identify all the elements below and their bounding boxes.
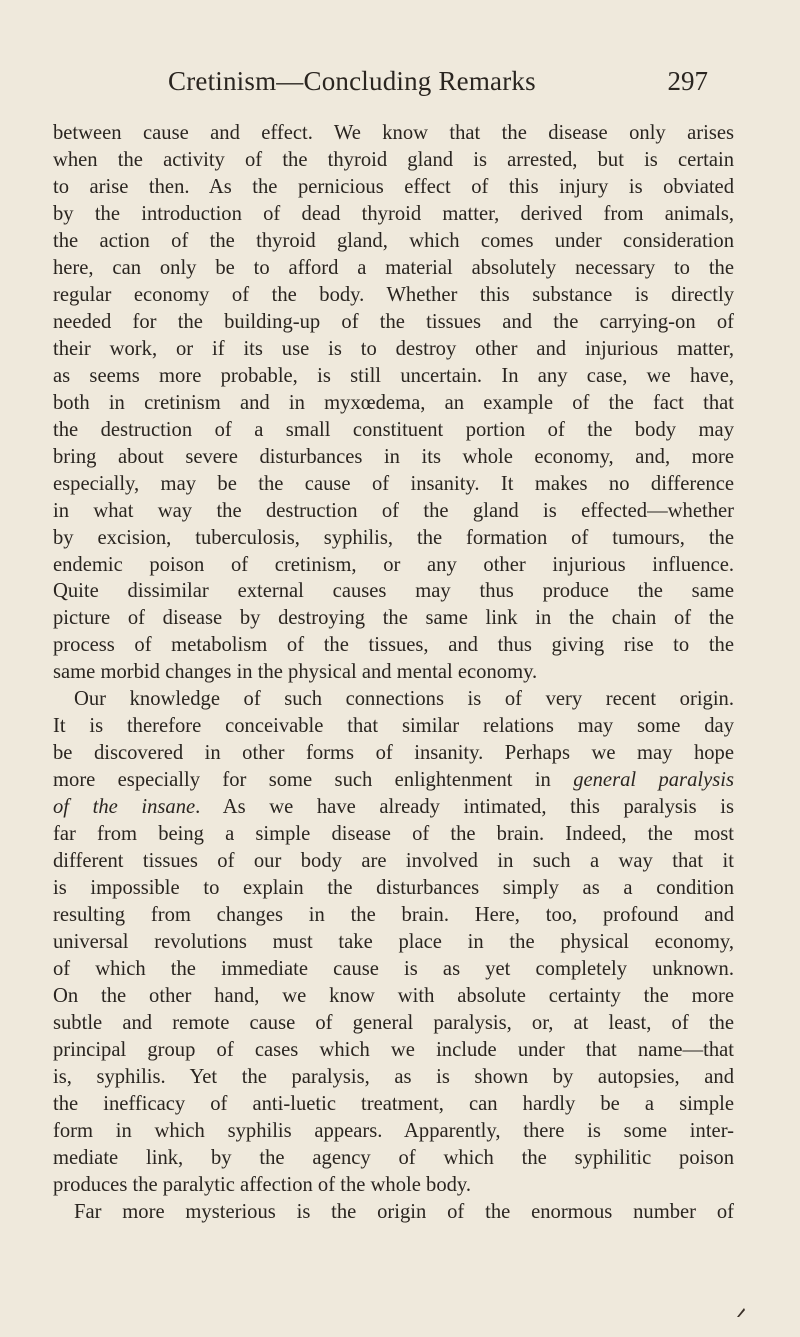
text-line: principal group of cases which we include under that name—that [53, 1038, 734, 1061]
text-line: especially, may be the cause of insanity. It makes no difference [53, 472, 734, 495]
text-line: in what way the destruction of the gland is effected—whether [53, 499, 734, 522]
text-line: Far more mysterious is the origin of the enormous number of [74, 1200, 734, 1223]
text-line: regular economy of the body. Whether this substance is directly [53, 283, 734, 306]
text-line: Our knowledge of such connections is of very recent origin. [74, 688, 734, 711]
text-line: On the other hand, we know with absolute certainty the more [53, 985, 734, 1007]
text-line: the action of the thyroid gland, which comes under consideration [53, 229, 734, 252]
text-line: of which the immediate cause is as yet completely unknown. [53, 958, 734, 981]
text-line: far from being a simple disease of the brain. Indeed, the most [53, 823, 734, 846]
text-line: both in cretinism and in myxœdema, an example of the fact that [53, 391, 734, 414]
text-line: needed for the building-up of the tissues and the carrying-on of [53, 310, 734, 333]
text-line: Quite dissimilar external causes may thus produce the same [53, 580, 734, 603]
text-line: be discovered in other forms of insanity. Perhaps we may hope [53, 742, 734, 765]
italic-term: of the insane [53, 796, 196, 819]
text-line: universal revolutions must take place in the physical economy, [53, 931, 734, 954]
italic-term: general paralysis [573, 769, 734, 792]
text-segment: more especially for some such enlightenment in [53, 769, 551, 792]
text-line: is impossible to explain the disturbances simply as a condition [53, 877, 734, 900]
text-line [53, 767, 734, 794]
text-line [53, 794, 734, 821]
text-line: by excision, tuberculosis, syphilis, the formation of tumours, the [53, 526, 734, 549]
text-line: their work, or if its use is to destroy other and injurious matter, [53, 337, 734, 360]
page-number: 297 [667, 66, 708, 96]
running-title: Cretinism—Concluding Remarks [168, 66, 536, 96]
text-line: by the introduction of dead thyroid matter, derived from animals, [53, 202, 734, 225]
text-line: It is therefore conceivable that similar relations may some day [53, 715, 734, 738]
text-line: bring about severe disturbances in its whole economy, and, more [53, 445, 734, 468]
text-line: form in which syphilis appears. Apparently, there is some inter- [53, 1119, 734, 1142]
text-line: produces the paralytic affection of the whole body. [53, 1173, 472, 1196]
text-line: endemic poison of cretinism, or any other injurious influence. [53, 553, 734, 576]
text-line: when the activity of the thyroid gland is arrested, but is certain [53, 148, 734, 171]
text-segment: . As we have already intimated, this paralysis is [195, 796, 734, 819]
text-line: mediate link, by the agency of which the syphilitic poison [53, 1146, 734, 1169]
text-line: process of metabolism of the tissues, and thus giving rise to the [53, 634, 734, 657]
text-line: as seems more probable, is still uncertain. In any case, we have, [53, 364, 734, 387]
ink-mark-icon [736, 1306, 746, 1318]
text-line: the destruction of a small constituent portion of the body may [53, 418, 734, 441]
text-line: same morbid changes in the physical and mental economy. [53, 661, 538, 684]
text-line: the inefficacy of anti-luetic treatment, can hardly be a simple [53, 1092, 734, 1115]
text-line: here, can only be to afford a material absolutely necessary to the [53, 256, 734, 279]
text-line: resulting from changes in the brain. Here, too, profound and [53, 904, 734, 927]
text-line: to arise then. As the pernicious effect of this injury is obviated [53, 175, 734, 198]
text-line: different tissues of our body are involved in such a way that it [53, 850, 734, 873]
text-line: picture of disease by destroying the same link in the chain of the [53, 607, 734, 630]
text-line: between cause and effect. We know that the disease only arises [53, 122, 734, 144]
page-header [168, 66, 708, 106]
text-line: subtle and remote cause of general paralysis, or, at least, of the [53, 1011, 734, 1034]
text-line: is, syphilis. Yet the paralysis, as is shown by autopsies, and [53, 1065, 734, 1088]
body-text [53, 120, 734, 1226]
